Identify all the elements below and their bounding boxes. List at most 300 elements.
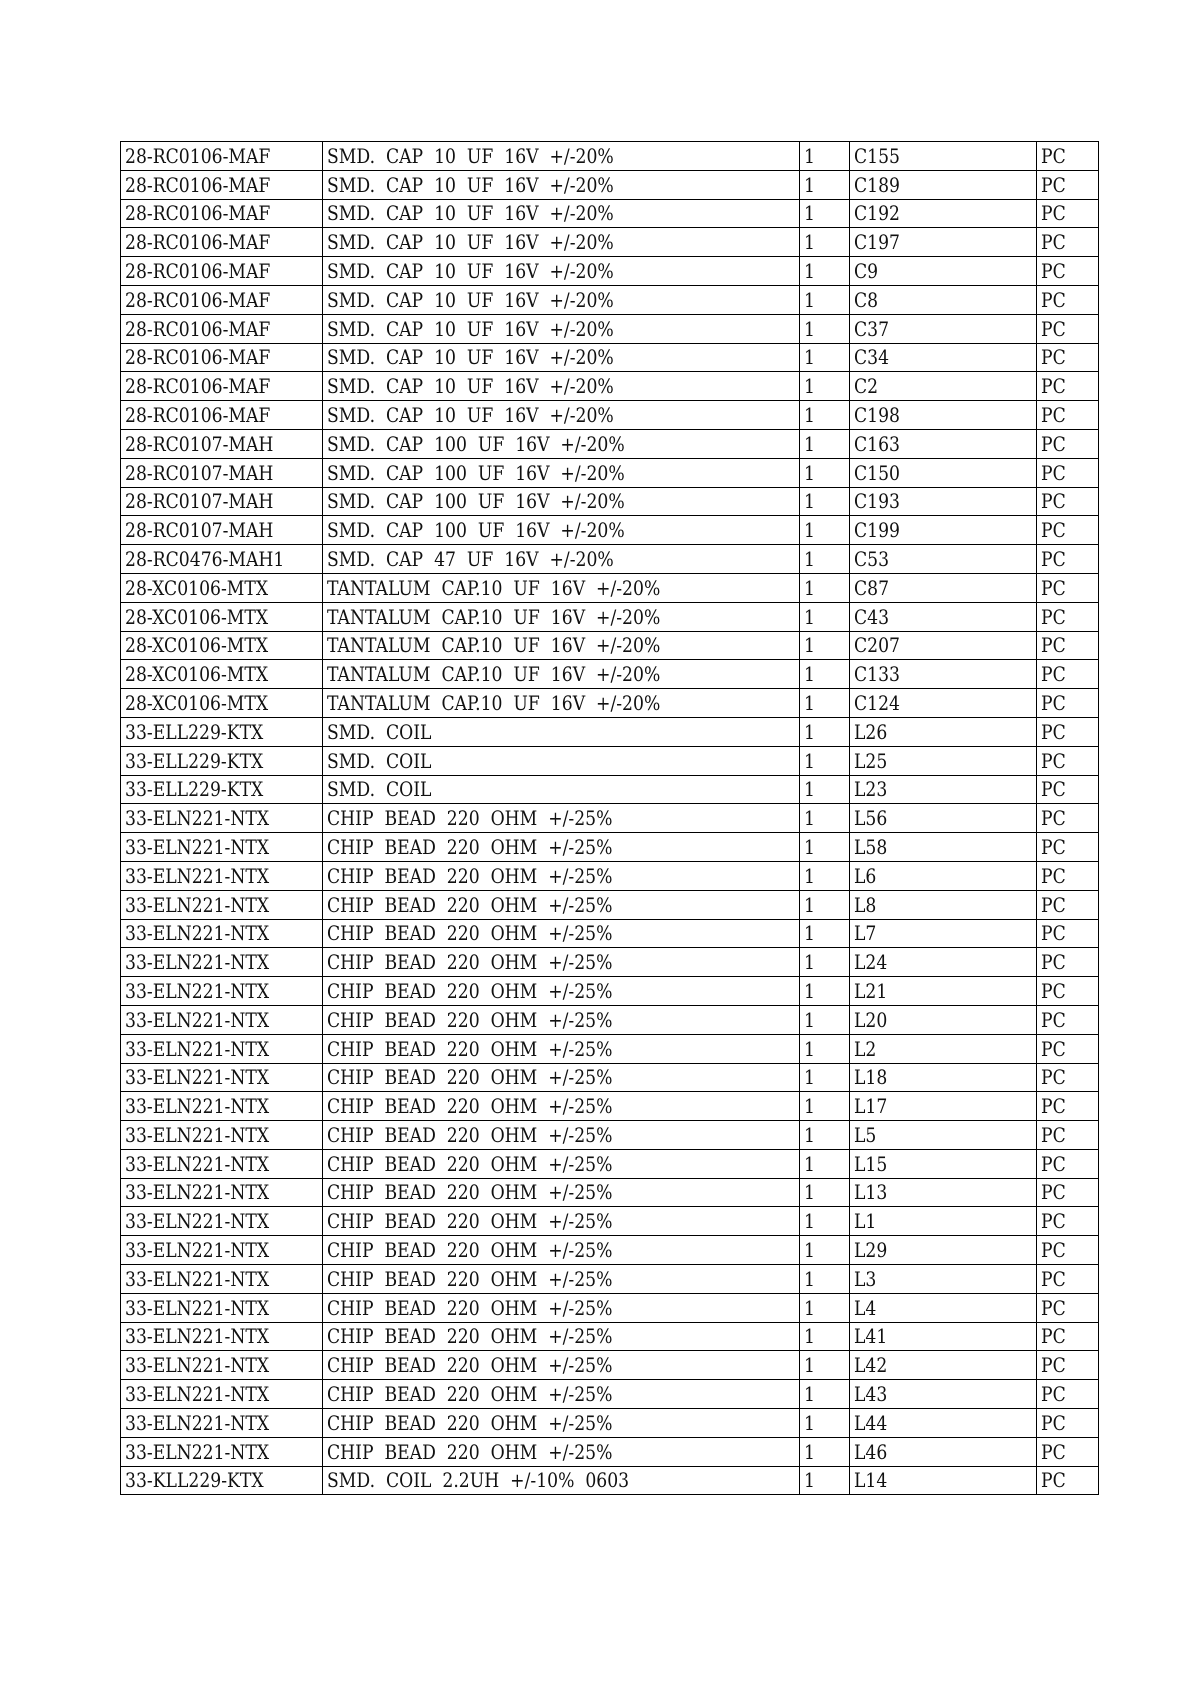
reference-designator-cell: [850, 1466, 1037, 1495]
description-cell-text: CHIP BEAD 220 OHM +/-25%: [327, 1353, 613, 1378]
unit-cell-text: PC: [1041, 604, 1066, 629]
quantity-cell-text: 1: [804, 1007, 815, 1032]
part-number-cell-text: 33-ELN221-NTX: [125, 1324, 270, 1349]
description-cell: [323, 1178, 800, 1207]
description-cell-text: CHIP BEAD 220 OHM +/-25%: [327, 1094, 613, 1119]
quantity-cell-text: 1: [804, 546, 815, 571]
reference-designator-cell: [850, 631, 1037, 660]
part-number-cell-text: 28-XC0106-MTX: [125, 575, 269, 600]
part-number-cell-text: 28-RC0107-MAH: [125, 489, 274, 514]
part-number-cell-text: 33-ELN221-NTX: [125, 1439, 270, 1464]
reference-designator-cell: [850, 545, 1037, 574]
description-cell: [323, 372, 800, 401]
part-number-cell-text: 33-ELN221-NTX: [125, 1382, 270, 1407]
quantity-cell: [800, 343, 850, 372]
quantity-cell-text: 1: [804, 230, 815, 255]
unit-cell: [1037, 631, 1099, 660]
table-row: [121, 401, 1099, 430]
part-number-cell: [121, 775, 323, 804]
reference-designator-cell-text: L13: [854, 1180, 888, 1205]
table-row: [121, 142, 1099, 171]
quantity-cell-text: 1: [804, 1122, 815, 1147]
unit-cell-text: PC: [1041, 950, 1066, 975]
unit-cell-text: PC: [1041, 748, 1066, 773]
reference-designator-cell-text: L29: [854, 1238, 888, 1263]
reference-designator-cell-text: C155: [854, 143, 900, 168]
part-number-cell: [121, 314, 323, 343]
description-cell: [323, 775, 800, 804]
description-cell: [323, 1092, 800, 1121]
quantity-cell: [800, 257, 850, 286]
unit-cell: [1037, 948, 1099, 977]
description-cell: [323, 170, 800, 199]
description-cell-text: SMD. CAP 10 UF 16V +/-20%: [327, 201, 614, 226]
reference-designator-cell-text: L23: [854, 777, 888, 802]
quantity-cell-text: 1: [804, 834, 815, 859]
unit-cell: [1037, 1178, 1099, 1207]
quantity-cell: [800, 1207, 850, 1236]
reference-designator-cell-text: L25: [854, 748, 888, 773]
unit-cell: [1037, 1207, 1099, 1236]
reference-designator-cell-text: L26: [854, 719, 888, 744]
quantity-cell-text: 1: [804, 806, 815, 831]
quantity-cell-text: 1: [804, 1439, 815, 1464]
table-row: [121, 1351, 1099, 1380]
description-cell: [323, 977, 800, 1006]
description-cell-text: SMD. CAP 100 UF 16V +/-20%: [327, 460, 625, 485]
unit-cell: [1037, 372, 1099, 401]
quantity-cell-text: 1: [804, 777, 815, 802]
reference-designator-cell-text: C2: [854, 374, 879, 399]
part-number-cell-text: 33-ELN221-NTX: [125, 1238, 270, 1263]
reference-designator-cell-text: L3: [854, 1266, 877, 1291]
unit-cell: [1037, 717, 1099, 746]
reference-designator-cell-text: C34: [854, 345, 890, 370]
description-cell: [323, 458, 800, 487]
description-cell-text: CHIP BEAD 220 OHM +/-25%: [327, 1007, 613, 1032]
reference-designator-cell: [850, 1034, 1037, 1063]
unit-cell-text: PC: [1041, 1468, 1066, 1493]
reference-designator-cell-text: L8: [854, 892, 877, 917]
part-number-cell: [121, 228, 323, 257]
unit-cell: [1037, 804, 1099, 833]
description-cell-text: SMD. CAP 10 UF 16V +/-20%: [327, 345, 614, 370]
quantity-cell: [800, 717, 850, 746]
unit-cell-text: PC: [1041, 172, 1066, 197]
quantity-cell-text: 1: [804, 1151, 815, 1176]
quantity-cell: [800, 689, 850, 718]
part-number-cell-text: 28-XC0106-MTX: [125, 633, 269, 658]
part-number-cell: [121, 689, 323, 718]
part-number-cell: [121, 458, 323, 487]
unit-cell: [1037, 516, 1099, 545]
quantity-cell: [800, 1409, 850, 1438]
reference-designator-cell-text: L18: [854, 1065, 888, 1090]
unit-cell-text: PC: [1041, 287, 1066, 312]
quantity-cell-text: 1: [804, 201, 815, 226]
part-number-cell-text: 28-RC0106-MAF: [125, 287, 271, 312]
table-row: [121, 343, 1099, 372]
table-row: [121, 948, 1099, 977]
description-cell-text: CHIP BEAD 220 OHM +/-25%: [327, 1122, 613, 1147]
description-cell: [323, 948, 800, 977]
reference-designator-cell-text: L44: [854, 1410, 888, 1435]
description-cell-text: CHIP BEAD 220 OHM +/-25%: [327, 863, 613, 888]
unit-cell-text: PC: [1041, 201, 1066, 226]
unit-cell: [1037, 1005, 1099, 1034]
part-number-cell-text: 28-RC0106-MAF: [125, 258, 271, 283]
reference-designator-cell: [850, 861, 1037, 890]
description-cell: [323, 919, 800, 948]
part-number-cell: [121, 516, 323, 545]
part-number-cell: [121, 1149, 323, 1178]
table-row: [121, 919, 1099, 948]
quantity-cell-text: 1: [804, 460, 815, 485]
quantity-cell: [800, 1380, 850, 1409]
quantity-cell: [800, 170, 850, 199]
part-number-cell-text: 28-RC0106-MAF: [125, 172, 271, 197]
quantity-cell: [800, 1149, 850, 1178]
part-number-cell-text: 28-RC0106-MAF: [125, 374, 271, 399]
reference-designator-cell: [850, 1092, 1037, 1121]
unit-cell: [1037, 602, 1099, 631]
quantity-cell: [800, 1005, 850, 1034]
unit-cell-text: PC: [1041, 316, 1066, 341]
quantity-cell-text: 1: [804, 604, 815, 629]
reference-designator-cell-text: L42: [854, 1353, 888, 1378]
description-cell: [323, 573, 800, 602]
description-cell-text: CHIP BEAD 220 OHM +/-25%: [327, 1410, 613, 1435]
description-cell: [323, 602, 800, 631]
unit-cell-text: PC: [1041, 1036, 1066, 1061]
part-number-cell: [121, 948, 323, 977]
unit-cell-text: PC: [1041, 1180, 1066, 1205]
part-number-cell-text: 33-ELN221-NTX: [125, 806, 270, 831]
part-number-cell: [121, 977, 323, 1006]
reference-designator-cell: [850, 1178, 1037, 1207]
table-row: [121, 285, 1099, 314]
quantity-cell-text: 1: [804, 921, 815, 946]
part-number-cell: [121, 919, 323, 948]
quantity-cell: [800, 1351, 850, 1380]
quantity-cell-text: 1: [804, 1036, 815, 1061]
reference-designator-cell: [850, 1236, 1037, 1265]
description-cell-text: CHIP BEAD 220 OHM +/-25%: [327, 1324, 613, 1349]
unit-cell: [1037, 977, 1099, 1006]
quantity-cell-text: 1: [804, 1324, 815, 1349]
unit-cell: [1037, 142, 1099, 171]
table-row: [121, 372, 1099, 401]
part-number-cell-text: 33-ELN221-NTX: [125, 978, 270, 1003]
description-cell: [323, 487, 800, 516]
reference-designator-cell-text: L4: [854, 1295, 877, 1320]
reference-designator-cell: [850, 170, 1037, 199]
unit-cell-text: PC: [1041, 345, 1066, 370]
description-cell-text: TANTALUM CAP.10 UF 16V +/-20%: [327, 633, 661, 658]
reference-designator-cell: [850, 1063, 1037, 1092]
table-row: [121, 199, 1099, 228]
quantity-cell: [800, 285, 850, 314]
quantity-cell-text: 1: [804, 1238, 815, 1263]
table-row: [121, 746, 1099, 775]
reference-designator-cell-text: L56: [854, 806, 888, 831]
unit-cell: [1037, 1121, 1099, 1150]
quantity-cell: [800, 573, 850, 602]
description-cell-text: CHIP BEAD 220 OHM +/-25%: [327, 806, 613, 831]
quantity-cell: [800, 631, 850, 660]
bom-table-body: [121, 142, 1099, 1495]
unit-cell: [1037, 689, 1099, 718]
quantity-cell-text: 1: [804, 719, 815, 744]
quantity-cell-text: 1: [804, 1468, 815, 1493]
part-number-cell-text: 28-RC0106-MAF: [125, 402, 271, 427]
part-number-cell: [121, 1409, 323, 1438]
unit-cell-text: PC: [1041, 892, 1066, 917]
unit-cell-text: PC: [1041, 460, 1066, 485]
reference-designator-cell: [850, 142, 1037, 171]
unit-cell-text: PC: [1041, 518, 1066, 543]
unit-cell-text: PC: [1041, 431, 1066, 456]
unit-cell: [1037, 429, 1099, 458]
unit-cell-text: PC: [1041, 1007, 1066, 1032]
unit-cell: [1037, 1351, 1099, 1380]
unit-cell: [1037, 861, 1099, 890]
quantity-cell: [800, 1178, 850, 1207]
table-row: [121, 1409, 1099, 1438]
reference-designator-cell-text: C133: [854, 662, 900, 687]
reference-designator-cell-text: L14: [854, 1468, 888, 1493]
description-cell: [323, 689, 800, 718]
unit-cell: [1037, 487, 1099, 516]
quantity-cell-text: 1: [804, 345, 815, 370]
quantity-cell-text: 1: [804, 1209, 815, 1234]
description-cell-text: SMD. CAP 10 UF 16V +/-20%: [327, 374, 614, 399]
unit-cell-text: PC: [1041, 1382, 1066, 1407]
reference-designator-cell-text: C197: [854, 230, 900, 255]
description-cell: [323, 861, 800, 890]
unit-cell: [1037, 833, 1099, 862]
description-cell: [323, 314, 800, 343]
reference-designator-cell-text: C9: [854, 258, 879, 283]
quantity-cell: [800, 775, 850, 804]
part-number-cell-text: 28-RC0107-MAH: [125, 518, 274, 543]
part-number-cell-text: 33-ELN221-NTX: [125, 921, 270, 946]
part-number-cell: [121, 602, 323, 631]
reference-designator-cell: [850, 1149, 1037, 1178]
table-row: [121, 1207, 1099, 1236]
part-number-cell: [121, 746, 323, 775]
part-number-cell: [121, 401, 323, 430]
table-row: [121, 1322, 1099, 1351]
quantity-cell: [800, 746, 850, 775]
table-row: [121, 775, 1099, 804]
reference-designator-cell-text: C37: [854, 316, 890, 341]
quantity-cell-text: 1: [804, 978, 815, 1003]
reference-designator-cell: [850, 516, 1037, 545]
table-row: [121, 717, 1099, 746]
reference-designator-cell: [850, 746, 1037, 775]
quantity-cell: [800, 1236, 850, 1265]
unit-cell: [1037, 1466, 1099, 1495]
reference-designator-cell-text: C53: [854, 546, 890, 571]
part-number-cell: [121, 1063, 323, 1092]
quantity-cell: [800, 314, 850, 343]
part-number-cell: [121, 545, 323, 574]
quantity-cell: [800, 545, 850, 574]
reference-designator-cell-text: C199: [854, 518, 900, 543]
description-cell: [323, 1265, 800, 1294]
unit-cell-text: PC: [1041, 1295, 1066, 1320]
reference-designator-cell-text: C124: [854, 690, 900, 715]
reference-designator-cell: [850, 372, 1037, 401]
table-row: [121, 487, 1099, 516]
table-row: [121, 228, 1099, 257]
part-number-cell: [121, 199, 323, 228]
table-row: [121, 1265, 1099, 1294]
part-number-cell: [121, 285, 323, 314]
quantity-cell-text: 1: [804, 892, 815, 917]
part-number-cell-text: 33-ELN221-NTX: [125, 1036, 270, 1061]
reference-designator-cell: [850, 660, 1037, 689]
quantity-cell: [800, 401, 850, 430]
reference-designator-cell: [850, 833, 1037, 862]
unit-cell: [1037, 1092, 1099, 1121]
quantity-cell-text: 1: [804, 518, 815, 543]
reference-designator-cell: [850, 1437, 1037, 1466]
description-cell-text: SMD. CAP 10 UF 16V +/-20%: [327, 287, 614, 312]
quantity-cell: [800, 977, 850, 1006]
description-cell-text: CHIP BEAD 220 OHM +/-25%: [327, 921, 613, 946]
quantity-cell-text: 1: [804, 662, 815, 687]
part-number-cell: [121, 1121, 323, 1150]
reference-designator-cell-text: L2: [854, 1036, 877, 1061]
part-number-cell-text: 28-XC0106-MTX: [125, 662, 269, 687]
description-cell-text: CHIP BEAD 220 OHM +/-25%: [327, 892, 613, 917]
quantity-cell-text: 1: [804, 1180, 815, 1205]
part-number-cell: [121, 1293, 323, 1322]
reference-designator-cell-text: L6: [854, 863, 877, 888]
table-row: [121, 1466, 1099, 1495]
unit-cell-text: PC: [1041, 690, 1066, 715]
description-cell: [323, 1005, 800, 1034]
unit-cell-text: PC: [1041, 1324, 1066, 1349]
reference-designator-cell: [850, 804, 1037, 833]
table-row: [121, 1149, 1099, 1178]
table-row: [121, 1092, 1099, 1121]
description-cell: [323, 1236, 800, 1265]
unit-cell-text: PC: [1041, 719, 1066, 744]
description-cell-text: CHIP BEAD 220 OHM +/-25%: [327, 978, 613, 1003]
reference-designator-cell-text: C207: [854, 633, 900, 658]
reference-designator-cell: [850, 1207, 1037, 1236]
part-number-cell-text: 28-RC0106-MAF: [125, 201, 271, 226]
reference-designator-cell-text: L7: [854, 921, 877, 946]
part-number-cell: [121, 833, 323, 862]
quantity-cell-text: 1: [804, 258, 815, 283]
quantity-cell: [800, 890, 850, 919]
quantity-cell: [800, 919, 850, 948]
part-number-cell-text: 28-RC0106-MAF: [125, 316, 271, 341]
unit-cell-text: PC: [1041, 633, 1066, 658]
part-number-cell: [121, 861, 323, 890]
reference-designator-cell: [850, 1351, 1037, 1380]
part-number-cell-text: 33-KLL229-KTX: [125, 1468, 264, 1493]
description-cell-text: SMD. COIL: [327, 719, 432, 744]
table-row: [121, 602, 1099, 631]
reference-designator-cell: [850, 1121, 1037, 1150]
unit-cell: [1037, 228, 1099, 257]
quantity-cell: [800, 429, 850, 458]
reference-designator-cell: [850, 1293, 1037, 1322]
table-row: [121, 660, 1099, 689]
quantity-cell-text: 1: [804, 1410, 815, 1435]
unit-cell-text: PC: [1041, 1209, 1066, 1234]
part-number-cell-text: 33-ELL229-KTX: [125, 777, 264, 802]
description-cell-text: TANTALUM CAP.10 UF 16V +/-20%: [327, 575, 661, 600]
part-number-cell-text: 28-RC0106-MAF: [125, 230, 271, 255]
quantity-cell: [800, 516, 850, 545]
reference-designator-cell-text: L46: [854, 1439, 888, 1464]
table-row: [121, 170, 1099, 199]
table-row: [121, 257, 1099, 286]
part-number-cell-text: 33-ELN221-NTX: [125, 1266, 270, 1291]
quantity-cell-text: 1: [804, 374, 815, 399]
reference-designator-cell: [850, 775, 1037, 804]
unit-cell-text: PC: [1041, 489, 1066, 514]
description-cell: [323, 1409, 800, 1438]
reference-designator-cell: [850, 602, 1037, 631]
reference-designator-cell-text: C8: [854, 287, 879, 312]
table-row: [121, 429, 1099, 458]
description-cell-text: SMD. CAP 100 UF 16V +/-20%: [327, 489, 625, 514]
part-number-cell-text: 28-RC0107-MAH: [125, 460, 274, 485]
reference-designator-cell: [850, 1005, 1037, 1034]
part-number-cell: [121, 1380, 323, 1409]
description-cell-text: CHIP BEAD 220 OHM +/-25%: [327, 1266, 613, 1291]
description-cell: [323, 1034, 800, 1063]
part-number-cell-text: 33-ELN221-NTX: [125, 1209, 270, 1234]
reference-designator-cell: [850, 890, 1037, 919]
table-row: [121, 1178, 1099, 1207]
description-cell-text: TANTALUM CAP.10 UF 16V +/-20%: [327, 690, 661, 715]
description-cell-text: SMD. COIL 2.2UH +/-10% 0603: [327, 1468, 630, 1493]
unit-cell-text: PC: [1041, 230, 1066, 255]
reference-designator-cell-text: L5: [854, 1122, 877, 1147]
reference-designator-cell: [850, 257, 1037, 286]
unit-cell: [1037, 1409, 1099, 1438]
description-cell: [323, 1380, 800, 1409]
unit-cell-text: PC: [1041, 777, 1066, 802]
part-number-cell: [121, 372, 323, 401]
table-row: [121, 314, 1099, 343]
description-cell-text: SMD. CAP 10 UF 16V +/-20%: [327, 143, 614, 168]
unit-cell-text: PC: [1041, 863, 1066, 888]
reference-designator-cell: [850, 1265, 1037, 1294]
quantity-cell-text: 1: [804, 690, 815, 715]
description-cell: [323, 833, 800, 862]
description-cell-text: CHIP BEAD 220 OHM +/-25%: [327, 1209, 613, 1234]
description-cell: [323, 429, 800, 458]
quantity-cell-text: 1: [804, 1065, 815, 1090]
quantity-cell-text: 1: [804, 489, 815, 514]
description-cell: [323, 1063, 800, 1092]
part-number-cell: [121, 1322, 323, 1351]
quantity-cell-text: 1: [804, 1266, 815, 1291]
reference-designator-cell: [850, 1322, 1037, 1351]
part-number-cell-text: 28-RC0106-MAF: [125, 345, 271, 370]
description-cell: [323, 257, 800, 286]
reference-designator-cell-text: L15: [854, 1151, 888, 1176]
